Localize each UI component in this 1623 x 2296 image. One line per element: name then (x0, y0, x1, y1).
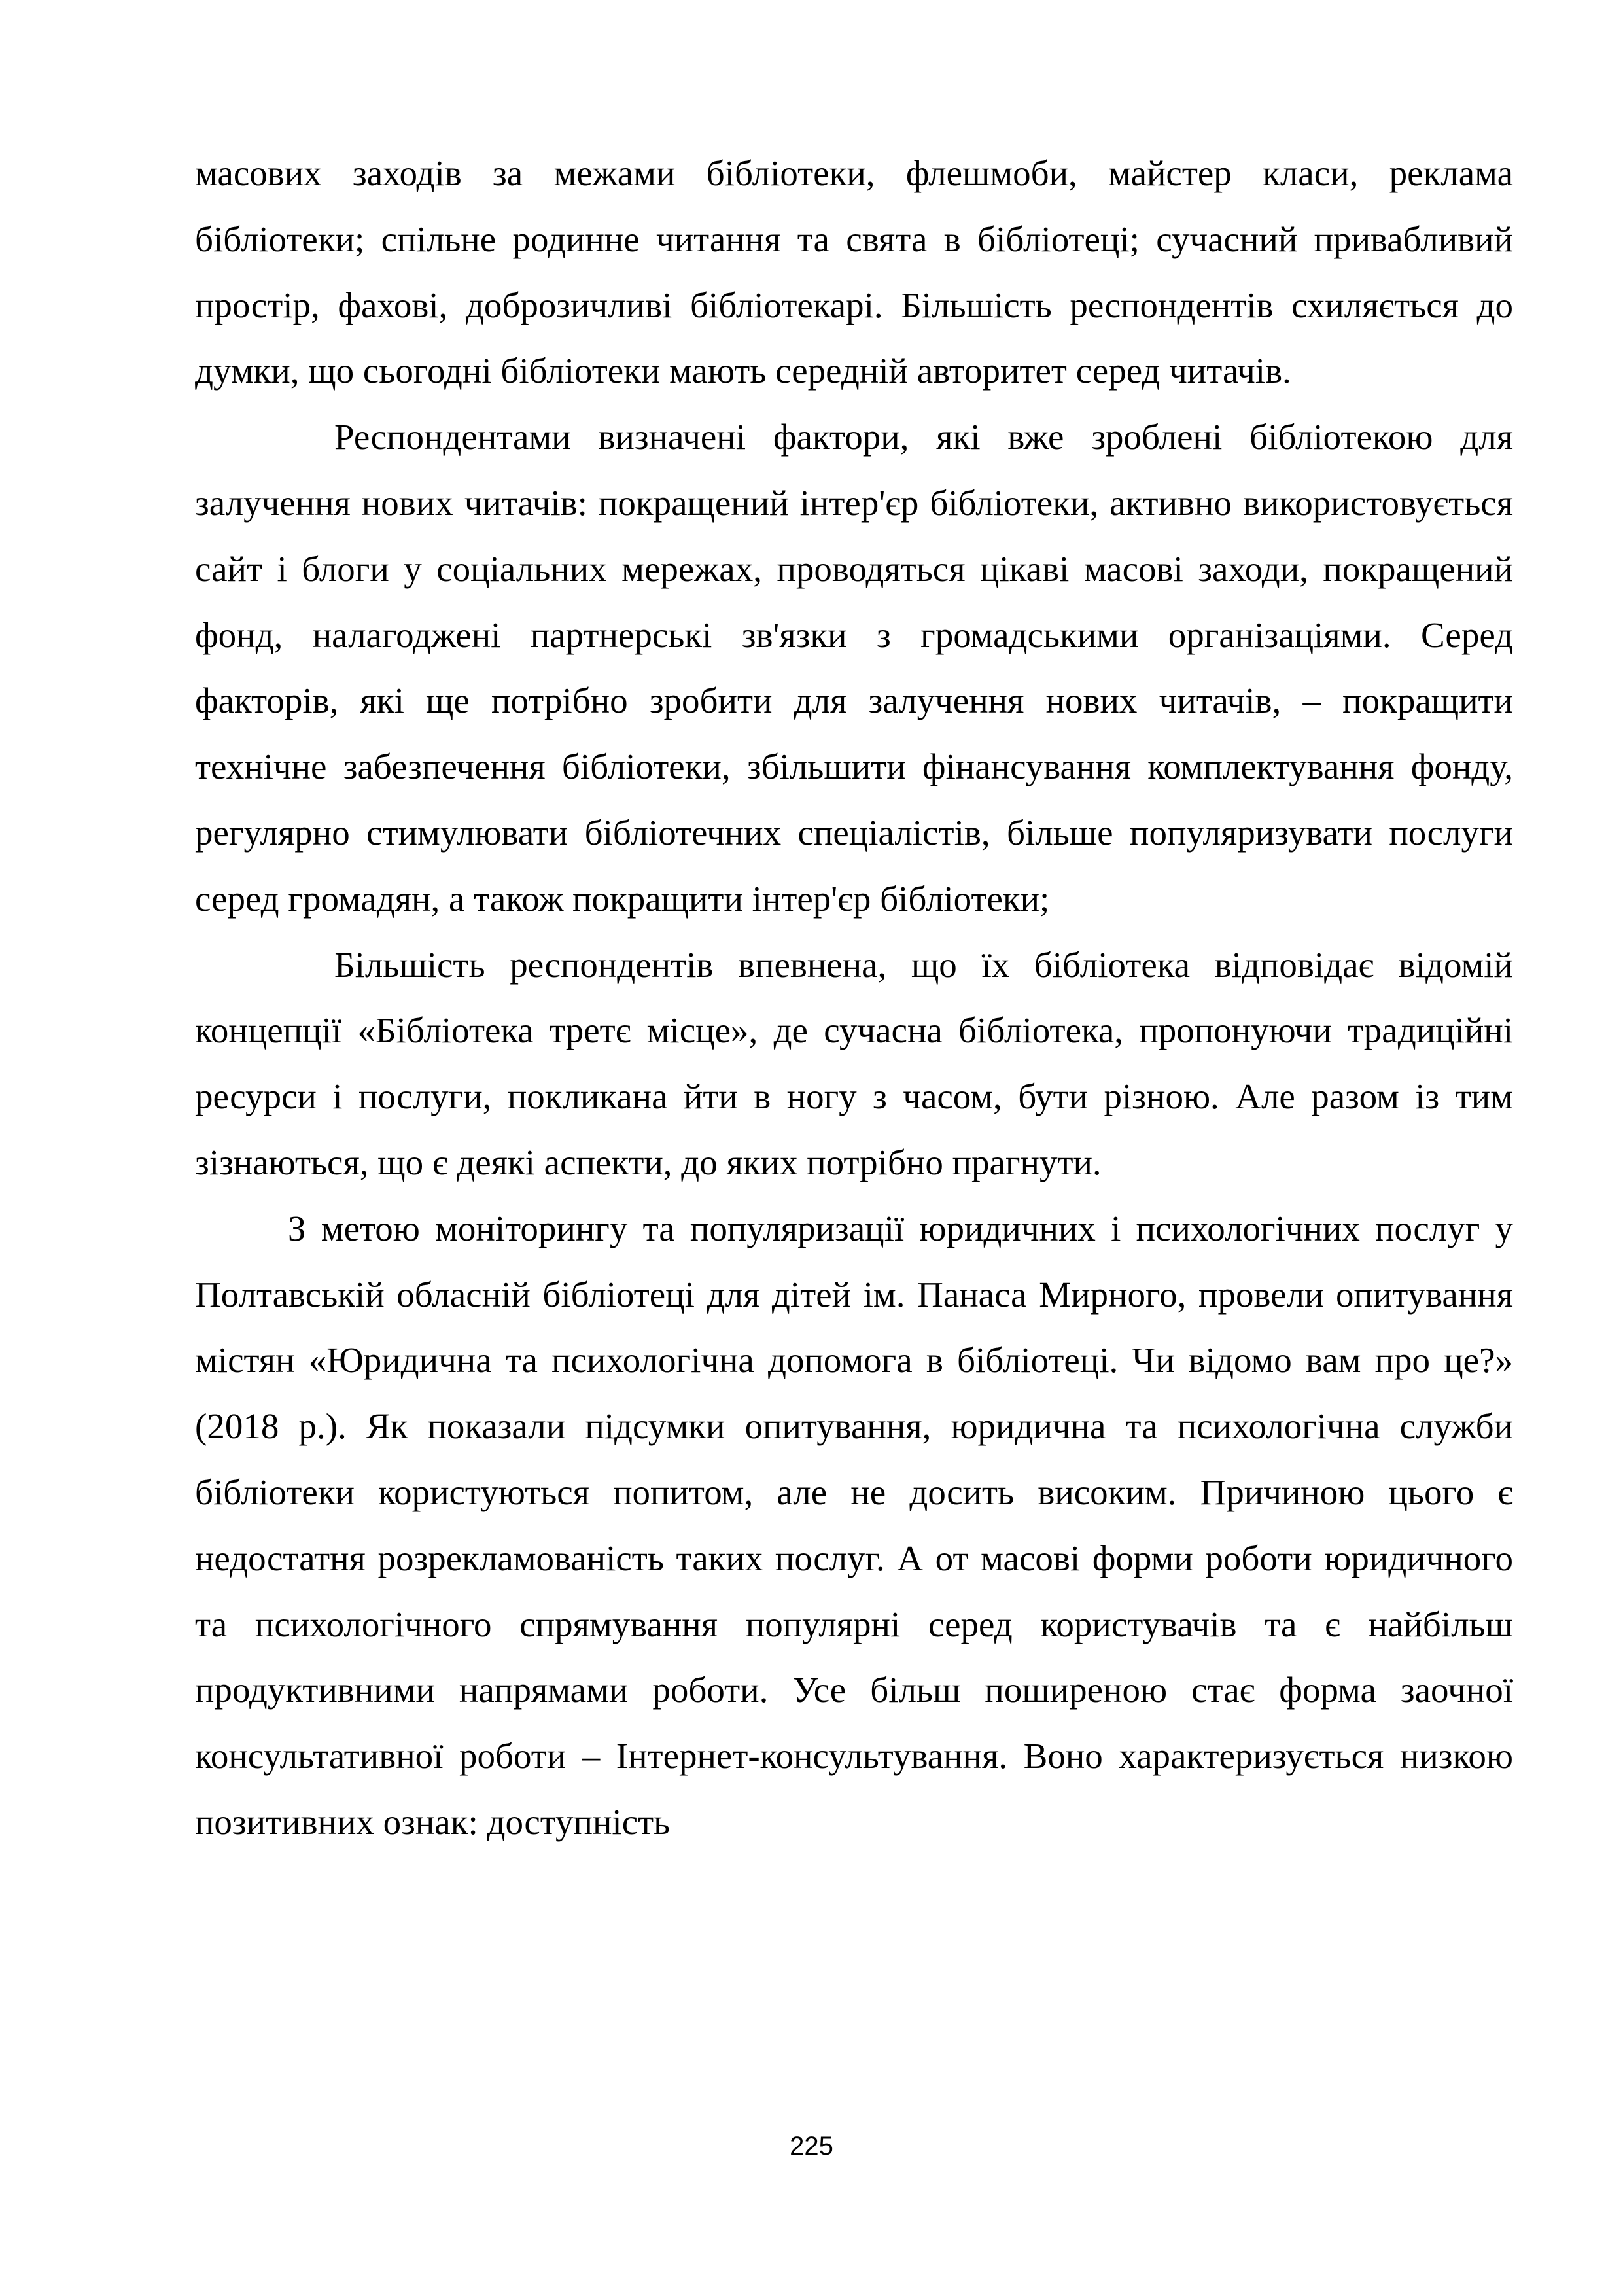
paragraph-2: Респондентами визначені фактори, які вже зроблені бібліотекою для залучення нових читачів: покращений інтер'єр бібліотеки, активно використовується сайт і блоги у соціальних мережах, проводяться цікаві масові заходи, покращений фонд, налагоджені партнерські зв'язки з громадськими організаціями. Серед факторів, які ще потрібно зробити для залучення нових читачів, – покращити технічне забезпечення бібліотеки, збільшити фінансування комплектування фонду, регулярно стимулювати бібліотечних спеціалістів, більше популяризувати послуги серед громадян, а також покращити інтер'єр бібліотеки; (195, 417, 1513, 919)
paragraph-1: масових заходів за межами бібліотеки, флешмоби, майстер класи, реклама бібліотеки; спільне родинне читання та свята в бібліотеці; сучасний привабливий простір, фахові, доброзичливі бібліотекарі. Більшість респондентів схиляється до думки, що сьогодні бібліотеки мають середній авторитет серед читачів. (195, 153, 1513, 391)
paragraph-4: З метою моніторингу та популяризації юридичних і психологічних послуг у Полтавській обласній бібліотеці для дітей ім. Панаса Мирного, провели опитування містян «Юридична та психологічна допомога в бібліотеці. Чи відомо вам про це?» (2018 р.). Як показали підсумки опитування, юридична та психологічна служби бібліотеки користуються попитом, але не досить високим. Причиною цього є недостатня розрекламованість таких послуг. А от масові форми роботи юридичного та психологічного спрямування популярні серед користувачів та є найбільш продуктивними напрямами роботи. Усе більш поширеною стає форма заочної консультативної роботи – Інтернет-консультування. Воно характеризується низкою позитивних ознак: доступність (195, 1208, 1513, 1842)
page-number: 225 (790, 2132, 833, 2161)
paragraph-3: Більшість респондентів впевнена, що їх бібліотека відповідає відомій концепції «Бібліотека третє місце», де сучасна бібліотека, пропонуючи традиційні ресурси і послуги, покликана йти в ногу з часом, бути різною. Але разом із тим зізнаються, що є деякі аспекти, до яких потрібно прагнути. (195, 944, 1513, 1182)
body-text (195, 141, 1513, 1856)
